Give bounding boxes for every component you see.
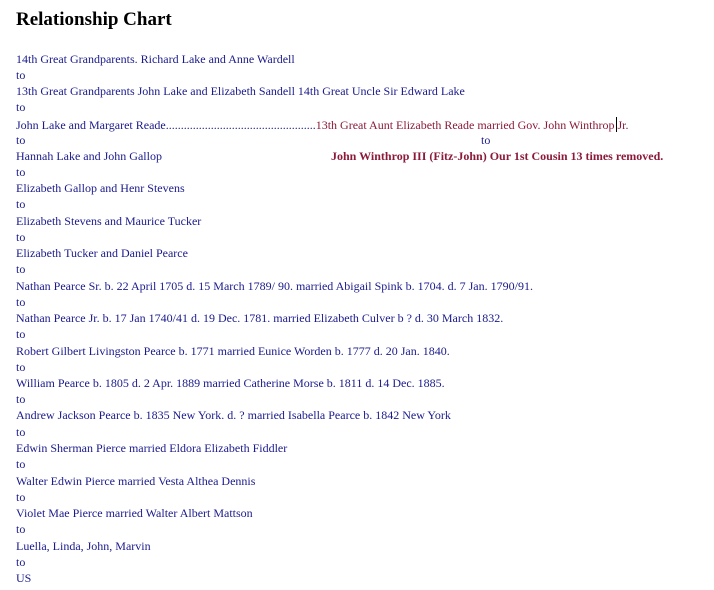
to-connector: to (16, 490, 26, 504)
lineage-line: Nathan Pearce Sr. b. 22 April 1705 d. 15 March 1789/ 90. married Abigail Spink b. 1704. d. 7 Jan. 1790/91. (16, 279, 533, 293)
line-hannah-lake: Hannah Lake and John Gallop (16, 149, 162, 163)
lineage-line: Edwin Sherman Pierce married Eldora Elizabeth Fiddler (16, 441, 288, 455)
to-connector: to (16, 457, 26, 471)
to-connector-right: to (481, 133, 491, 147)
to-connector: to (16, 522, 26, 536)
to-connector: to (16, 360, 26, 374)
line-14th-great-grandparents: 14th Great Grandparents. Richard Lake and Anne Wardell (16, 52, 295, 66)
lineage-line: Andrew Jackson Pearce b. 1835 New York. d. ? married Isabella Pearce b. 1842 New York (16, 408, 451, 422)
to-connector: to (16, 392, 26, 406)
lineage-line: Luella, Linda, John, Marvin (16, 539, 151, 553)
john-lake-text: John Lake and Margaret Reade.................................................. (16, 118, 316, 132)
lineage-line: Elizabeth Tucker and Daniel Pearce (16, 246, 188, 260)
to-connector: to (16, 295, 26, 309)
to-connector: to (16, 230, 26, 244)
aunt-suffix: Jr. (617, 118, 629, 132)
grandparents-text: 13th Great Grandparents John Lake and Elizabeth Sandell (16, 84, 295, 98)
lineage-line: Elizabeth Gallop and Henr Stevens (16, 181, 185, 195)
lineage-line: Walter Edwin Pierce married Vesta Althea Dennis (16, 474, 256, 488)
to-connector: to (16, 100, 26, 114)
to-connector: to (16, 327, 26, 341)
lineage-line: Robert Gilbert Livingston Pearce b. 1771 married Eunice Worden b. 1777 d. 20 Jan. 1840. (16, 344, 450, 358)
page-title: Relationship Chart (16, 9, 172, 30)
to-connector: to (16, 555, 26, 569)
lineage-line: William Pearce b. 1805 d. 2 Apr. 1889 married Catherine Morse b. 1811 d. 14 Dec. 1885. (16, 376, 445, 390)
to-connector: to (16, 133, 26, 147)
uncle-text: 14th Great Uncle Sir Edward Lake (297, 84, 465, 98)
lineage-line-us: US (16, 571, 32, 585)
to-connector: to (16, 68, 26, 82)
winthrop-cousin-text: John Winthrop III (Fitz-John) Our 1st Cousin 13 times removed. (331, 149, 664, 163)
lineage-line: Elizabeth Stevens and Maurice Tucker (16, 214, 202, 228)
to-connector: to (16, 425, 26, 439)
line-john-lake (16, 117, 629, 132)
to-connector: to (16, 165, 26, 179)
to-connector: to (16, 197, 26, 211)
lineage-line: Violet Mae Pierce married Walter Albert Mattson (16, 506, 253, 520)
text-cursor (616, 117, 617, 132)
aunt-text: 13th Great Aunt Elizabeth Reade married Gov. John Winthrop (315, 118, 615, 132)
line-13th-great-grandparents (16, 84, 465, 98)
to-connector: to (16, 262, 26, 276)
lineage-line: Nathan Pearce Jr. b. 17 Jan 1740/41 d. 19 Dec. 1781. married Elizabeth Culver b ? d. 30 March 1832. (16, 311, 504, 325)
